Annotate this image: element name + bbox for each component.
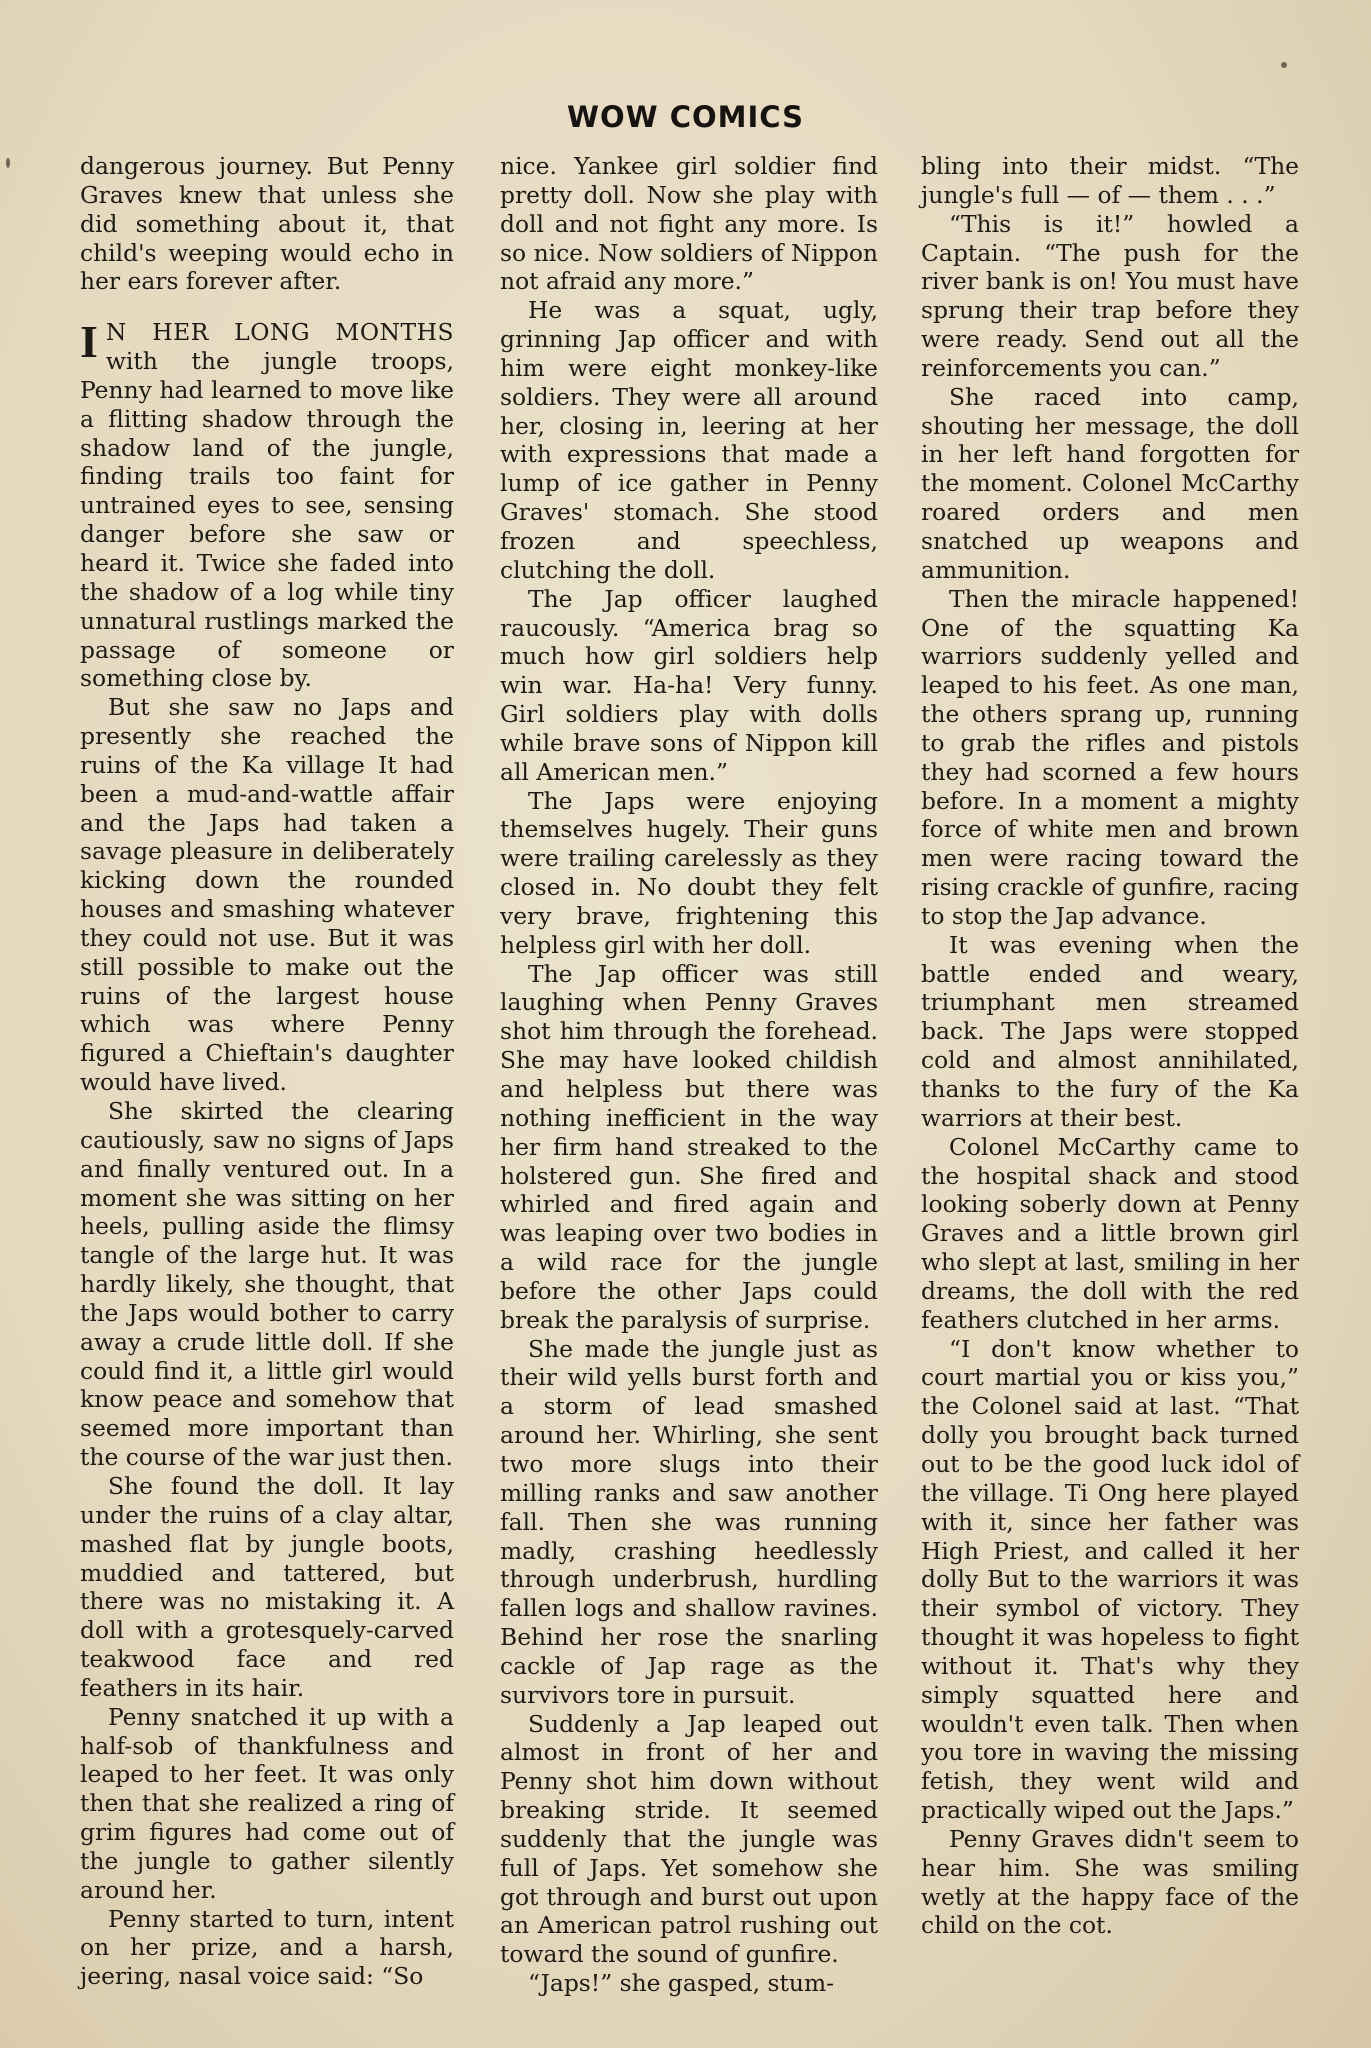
paragraph: But she saw no Japs and presently she reached the ruins of the Ka village It had been a mud-and-wattle affair and the Japs had taken a savage pleasure in deliberately kicking down the rounded houses and smashing whatever they could not use. But it was still possible to make out the ruins of the largest house which was where Penny figured a Chieftain's daughter would have lived. <box>80 693 454 1097</box>
paragraph: bling into their midst. “The jungle's full — of — them . . .” <box>921 152 1299 209</box>
paragraph: Penny started to turn, intent on her prize, and a harsh, jeering, nasal voice said: “So <box>80 1904 454 1991</box>
paragraph: “I don't know whether to court martial you or kiss you,” the Colonel said at last. “That dolly you brought back turned out to be the good luck idol of the village. Ti Ong here played with it, since her father was High Priest, and called it her dolly But to the warriors it was their symbol of victory. They thought it was hopeless to fight without it. That's why they simply squatted here and wouldn't even talk. Then when you tore in waving the missing fetish, they went wild and practically wiped out the Japs.” <box>921 1334 1299 1825</box>
paragraph: The Jap officer laughed raucously. “America brag so much how girl soldiers help win war. Ha-ha! Very funny. Girl soldiers play with dolls while brave sons of Nippon kill all American men.” <box>500 584 878 786</box>
text-column-2 <box>500 152 878 1998</box>
paragraph: The Japs were enjoying themselves hugely. Their guns were trailing carelessly as they closed in. No doubt they felt very brave, frightening this helpless girl with her doll. <box>500 786 878 959</box>
paragraph-dropcap <box>80 318 454 693</box>
print-speck <box>1281 62 1287 68</box>
print-speck <box>6 158 10 168</box>
page-header: WOW COMICS <box>566 100 804 134</box>
drop-cap: I <box>80 316 98 368</box>
paragraph: Then the miracle happened! One of the squatting Ka warriors suddenly yelled and leaped to his feet. As one man, the others sprang up, running to grab the rifles and pistols they had scorned a few hours before. In a moment a mighty force of white men and brown men were racing toward the rising crackle of gunfire, racing to stop the Jap advance. <box>921 584 1299 930</box>
paragraph: She made the jungle just as their wild yells burst forth and a storm of lead smashed around her. Whirling, she sent two more slugs into their milling ranks and saw another fall. Then she was running madly, crashing heedlessly through underbrush, hurdling fallen logs and shallow ravines. Behind her rose the snarling cackle of Jap rage as the survivors tore in pursuit. <box>500 1334 878 1709</box>
paragraph: Colonel McCarthy came to the hospital shack and stood looking soberly down at Penny Graves and a little brown girl who slept at last, smiling in her dreams, the doll with the red feathers clutched in her arms. <box>921 1132 1299 1334</box>
paragraph-text: with the jungle troops, Penny had learned to move like a flitting shadow through the shadow land of the jungle, finding trails too faint for untrained eyes to see, sensing danger before she saw or heard it. Twice she faded into the shadow of a log while tiny unnatural rustlings marked the passage of someone or something close by. <box>80 347 454 693</box>
paragraph: She skirted the clearing cautiously, saw no signs of Japs and finally ventured out. In a moment she was sitting on her heels, pulling aside the flimsy tangle of the large hut. It was hardly likely, she thought, that the Japs would bother to carry away a crude little doll. If she could find it, a little girl would know peace and somehow that seemed more important than the course of the war just then. <box>80 1097 454 1472</box>
lead-caps: N HER LONG MONTHS <box>105 318 454 347</box>
paragraph: Penny Graves didn't seem to hear him. She was smiling wetly at the happy face of the child on the cot. <box>921 1824 1299 1940</box>
text-column-3 <box>921 152 1299 1940</box>
paragraph: “This is it!” howled a Captain. “The push for the river bank is on! You must have sprung their trap before they were ready. Send out all the reinforcements you can.” <box>921 209 1299 382</box>
paragraph: “Japs!” she gasped, stum- <box>528 1969 835 1998</box>
paragraph: nice. Yankee girl soldier find pretty doll. Now she play with doll and not fight any more. Is so nice. Now soldiers of Nippon not afraid any more.” <box>500 152 878 296</box>
text-column-1 <box>80 152 454 1991</box>
paragraph: Suddenly a Jap leaped out almost in front of her and Penny shot him down without breaking stride. It seemed suddenly that the jungle was full of Japs. Yet somehow she got through and burst out upon an American patrol rushing out toward the sound of gunfire. <box>500 1709 878 1969</box>
paragraph: dangerous journey. But Penny Graves knew that unless she did something about it, that child's weeping would echo in her ears forever after. <box>80 152 454 296</box>
paragraph: She found the doll. It lay under the ruins of a clay altar, mashed flat by jungle boots, muddied and tattered, but there was no mistaking it. A doll with a grotesquely-carved teakwood face and red feathers in its hair. <box>80 1471 454 1702</box>
paragraph: She raced into camp, shouting her message, the doll in her left hand forgotten for the moment. Colonel McCarthy roared orders and men snatched up weapons and ammunition. <box>921 382 1299 584</box>
paragraph: It was evening when the battle ended and weary, triumphant men streamed back. The Japs were stopped cold and almost annihilated, thanks to the fury of the Ka warriors at their best. <box>921 930 1299 1132</box>
paragraph: He was a squat, ugly, grinning Jap officer and with him were eight monkey-like soldiers. They were all around her, closing in, leering at her with expressions that made a lump of ice gather in Penny Graves' stomach. She stood frozen and speechless, clutching the doll. <box>500 296 878 584</box>
paragraph: The Jap officer was still laughing when Penny Graves shot him through the forehead. She may have looked childish and helpless but there was nothing inefficient in the way her firm hand streaked to the holstered gun. She fired and whirled and fired again and was leaping over two bodies in a wild race for the jungle before the other Japs could break the paralysis of surprise. <box>500 959 878 1334</box>
paragraph: Penny snatched it up with a half-sob of thankfulness and leaped to her feet. It was only then that she realized a ring of grim figures had come out of the jungle to gather silently around her. <box>80 1702 454 1904</box>
